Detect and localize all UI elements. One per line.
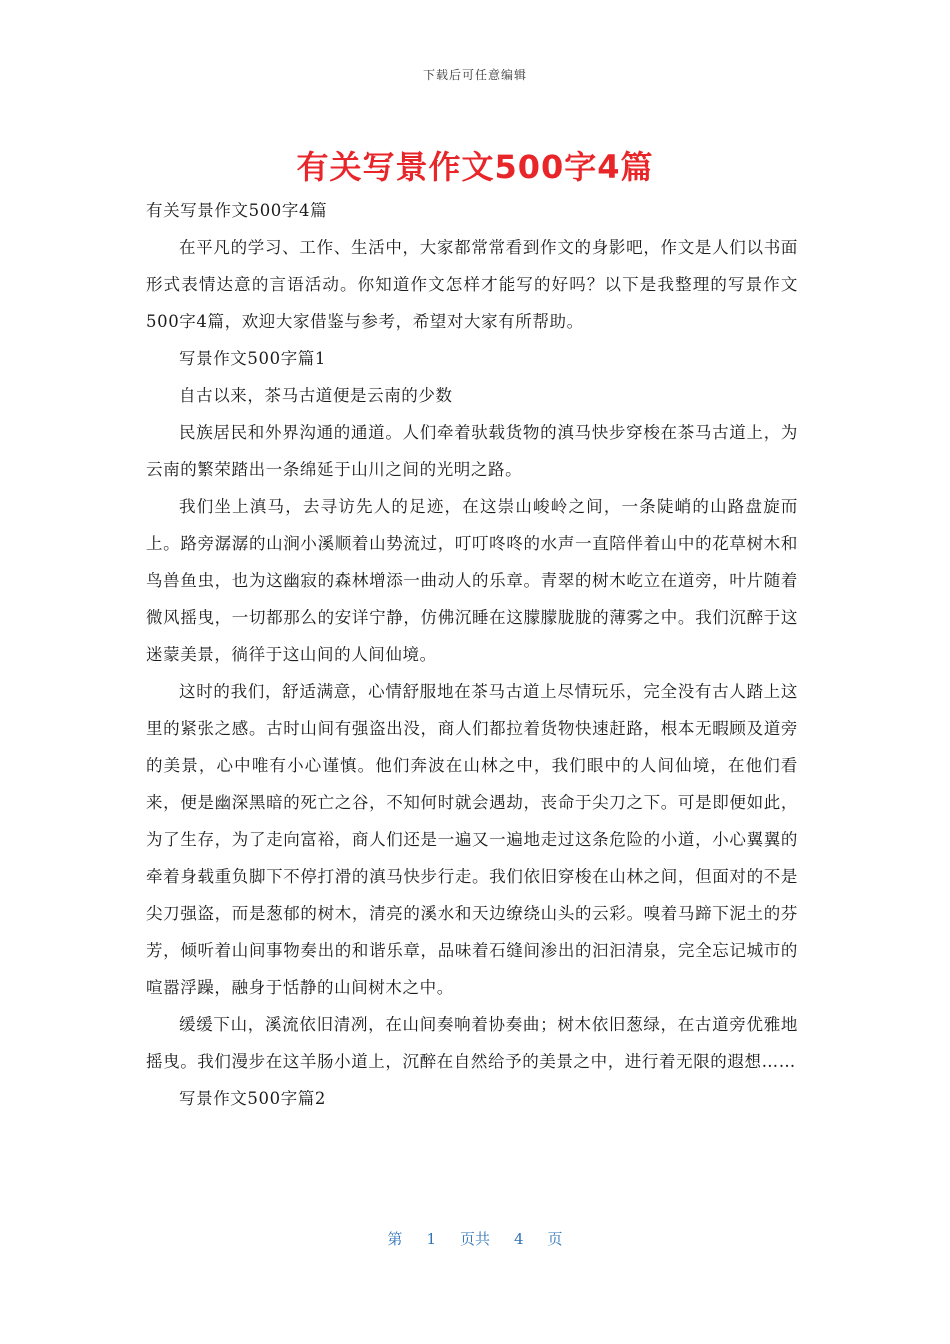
- paragraph: 缓缓下山，溪流依旧清冽，在山间奏响着协奏曲；树木依旧葱绿，在古道旁优雅地摇曳。我们漫步在这羊肠小道上，沉醉在自然给予的美景之中，进行着无限的遐想……: [146, 1015, 798, 1071]
- page-number-middle: 页共: [459, 1230, 490, 1248]
- paragraph: 我们坐上滇马，去寻访先人的足迹，在这崇山峻岭之间，一条陡峭的山路盘旋而上。路旁潺潺的山涧小溪顺着山势流过，叮叮咚咚的水声一直陪伴着山中的花草树木和鸟兽鱼虫，也为这幽寂的森林增添一曲动人的乐章。青翠的树木屹立在道旁，叶片随着微风摇曳，一切都那么的安详宁静，仿佛沉睡在这朦朦胧胧的薄雾之中。我们沉醉于这迷蒙美景，徜徉于这山间的人间仙境。: [146, 497, 798, 664]
- paragraph: 自古以来，茶马古道便是云南的少数: [179, 386, 453, 405]
- paragraph: 在平凡的学习、工作、生活中，大家都常常看到作文的身影吧，作文是人们以书面形式表情达意的言语活动。你知道作文怎样才能写的好吗？以下是我整理的写景作文500字4篇，欢迎大家借鉴与参考，希望对大家有所帮助。: [146, 238, 798, 331]
- total-page-number: 4: [514, 1230, 524, 1248]
- page-header: 下载后可任意编辑: [422, 68, 527, 82]
- paragraph: 有关写景作文500字4篇: [146, 201, 328, 220]
- page-number-suffix: 页: [547, 1230, 563, 1248]
- paragraph: 民族居民和外界沟通的通道。人们牵着驮载货物的滇马快步穿梭在茶马古道上，为云南的繁荣踏出一条绵延于山川之间的光明之路。: [146, 423, 798, 479]
- document-title: 有关写景作文500字4篇: [296, 148, 654, 186]
- page-footer: [0, 1228, 950, 1249]
- section-heading: 写景作文500字篇1: [179, 349, 326, 368]
- section-heading: 写景作文500字篇2: [179, 1089, 326, 1108]
- current-page-number: 1: [426, 1230, 436, 1248]
- document-body: [146, 192, 798, 1117]
- paragraph: 这时的我们，舒适满意，心情舒服地在茶马古道上尽情玩乐，完全没有古人踏上这里的紧张之感。古时山间有强盗出没，商人们都拉着货物快速赶路，根本无暇顾及道旁的美景，心中唯有小心谨慎。他们奔波在山林之中，我们眼中的人间仙境，在他们看来，便是幽深黑暗的死亡之谷，不知何时就会遇劫，丧命于尖刀之下。可是即便如此，为了生存，为了走向富裕，商人们还是一遍又一遍地走过这条危险的小道，小心翼翼的牵着身载重负脚下不停打滑的滇马快步行走。我们依旧穿梭在山林之间，但面对的不是尖刀强盗，而是葱郁的树木，清亮的溪水和天边缭绕山头的云彩。嗅着马蹄下泥土的芬芳，倾听着山间事物奏出的和谐乐章，品味着石缝间渗出的汩汩清泉，完全忘记城市的喧嚣浮躁，融身于恬静的山间树木之中。: [146, 682, 798, 997]
- page-number-prefix: 第: [387, 1230, 403, 1248]
